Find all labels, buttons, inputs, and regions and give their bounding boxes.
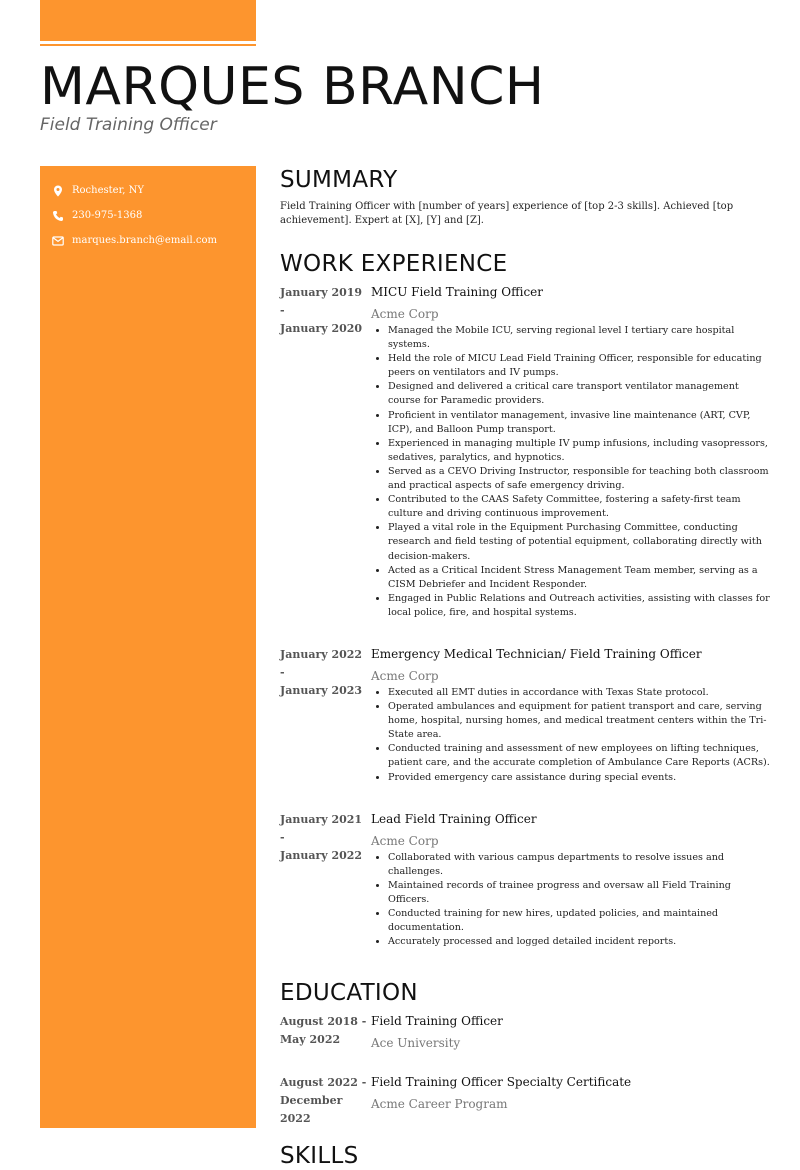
phone-icon xyxy=(52,210,64,222)
job-bullet: • Operated ambulances and equipment for patient transport and care, serving home, hospital, nursing homes, and medical treatment centers within the Tri-State area. xyxy=(388,700,770,742)
education-degree: Field Training Officer xyxy=(371,1014,503,1029)
job-bullet: • Conducted training for new hires, updated policies, and maintained documentation. xyxy=(388,907,770,935)
date-separator: - xyxy=(280,830,285,844)
job-bullet: • Acted as a Critical Incident Stress Management Team member, serving as a CISM Debriefer and Incident Responder. xyxy=(388,564,770,592)
job-start-date: January 2022 xyxy=(280,647,363,661)
job-bullet: • Collaborated with various campus departments to resolve issues and challenges. xyxy=(388,851,770,879)
job-entry xyxy=(280,284,770,620)
job-bullet: • Played a vital role in the Equipment Purchasing Committee, conducting research and field testing of potential equipment, collaborating directly with decision-makers. xyxy=(388,521,770,563)
education-end-date: May 2022 xyxy=(280,1033,341,1047)
job-role: Lead Field Training Officer xyxy=(371,811,537,826)
education-school: Ace University xyxy=(371,1036,461,1051)
job-bullets xyxy=(371,324,770,620)
header-accent-band xyxy=(40,0,256,41)
job-start-date: January 2021 xyxy=(280,812,363,826)
job-bullet: • Proficient in ventilator management, invasive line maintenance (ART, CVP, ICP), and Balloon Pump transport. xyxy=(388,409,770,437)
summary-section xyxy=(280,166,770,228)
education-heading: EDUCATION xyxy=(280,980,418,1007)
education-end-date: December 2022 xyxy=(280,1094,343,1126)
education-school: Acme Career Program xyxy=(371,1097,508,1112)
skills-section xyxy=(280,1142,770,1170)
job-bullet: • Held the role of MICU Lead Field Training Officer, responsible for educating peers on ventilators and IV pumps. xyxy=(388,352,770,380)
job-company: Acme Corp xyxy=(371,833,439,848)
job-entry xyxy=(280,646,770,785)
summary-text: Field Training Officer with [number of years] experience of [top 2-3 skills]. Achieved [top achievement]. Expert at [X], [Y] and [Z]. xyxy=(280,201,734,226)
contact-email xyxy=(52,228,252,253)
job-dates xyxy=(280,284,370,338)
education-start-date: August 2022 - xyxy=(280,1076,367,1090)
job-company: Acme Corp xyxy=(371,668,439,683)
job-bullet: • Experienced in managing multiple IV pump infusions, including vasopressors, sedatives, paralytics, and hypnotics. xyxy=(388,437,770,465)
phone-text: 230-975-1368 xyxy=(72,210,143,221)
education-degree: Field Training Officer Specialty Certificate xyxy=(371,1075,632,1090)
contact-location xyxy=(52,178,252,203)
job-bullet: • Served as a CEVO Driving Instructor, responsible for teaching both classroom and practical aspects of safe emergency driving. xyxy=(388,465,770,493)
location-text: Rochester, NY xyxy=(72,185,144,196)
job-start-date: January 2019 xyxy=(280,286,363,299)
experience-heading: WORK EXPERIENCE xyxy=(280,251,508,277)
date-separator: - xyxy=(280,665,285,679)
job-bullet: • Provided emergency care assistance during special events. xyxy=(388,771,770,785)
sidebar xyxy=(40,166,256,1128)
job-bullet: • Conducted training and assessment of new employees on lifting techniques, patient care, and the accurate completion of Ambulance Care Reports (ACRs). xyxy=(388,742,770,770)
job-bullets xyxy=(371,686,770,785)
job-bullet: • Designed and delivered a critical care transport ventilator management course for Paramedic providers. xyxy=(388,380,770,408)
candidate-title: Field Training Officer xyxy=(40,115,217,135)
education-dates xyxy=(280,1074,370,1128)
main-content xyxy=(280,166,770,1170)
education-dates xyxy=(280,1013,370,1049)
skills-heading: SKILLS xyxy=(280,1143,359,1170)
envelope-icon xyxy=(52,235,64,247)
location-pin-icon xyxy=(52,185,64,197)
job-bullet: • Contributed to the CAAS Safety Committee, fostering a safety-first team culture and driving continuous improvement. xyxy=(388,493,770,521)
job-role: Emergency Medical Technician/ Field Training Officer xyxy=(371,646,702,661)
job-end-date: January 2020 xyxy=(280,322,363,335)
education-start-date: August 2018 - xyxy=(280,1015,367,1029)
contact-info xyxy=(52,178,252,253)
date-separator: - xyxy=(280,304,285,317)
job-bullet: • Engaged in Public Relations and Outreach activities, assisting with classes for local police, fire, and hospital systems. xyxy=(388,592,770,620)
job-entry xyxy=(280,811,770,950)
education-entry xyxy=(280,1013,770,1051)
job-role: MICU Field Training Officer xyxy=(371,285,544,299)
job-bullet: • Executed all EMT duties in accordance with Texas State protocol. xyxy=(388,686,770,700)
job-bullets xyxy=(371,851,770,950)
header-accent-rule xyxy=(40,44,256,46)
job-dates xyxy=(280,811,370,865)
job-dates xyxy=(280,646,370,700)
education-entry xyxy=(280,1074,770,1126)
experience-section xyxy=(280,250,770,949)
education-section xyxy=(280,979,770,1126)
job-end-date: January 2023 xyxy=(280,683,363,697)
job-bullet: • Maintained records of trainee progress and oversaw all Field Training Officers. xyxy=(388,879,770,907)
job-bullet: • Managed the Mobile ICU, serving regional level I tertiary care hospital systems. xyxy=(388,324,770,352)
email-link[interactable]: marques.branch@email.com xyxy=(72,235,217,246)
job-company: Acme Corp xyxy=(371,307,439,321)
job-bullet: • Accurately processed and logged detailed incident reports. xyxy=(388,935,770,949)
job-end-date: January 2022 xyxy=(280,848,363,862)
contact-phone xyxy=(52,203,252,228)
summary-heading: SUMMARY xyxy=(280,167,398,193)
candidate-name: MARQUES BRANCH xyxy=(40,57,545,117)
